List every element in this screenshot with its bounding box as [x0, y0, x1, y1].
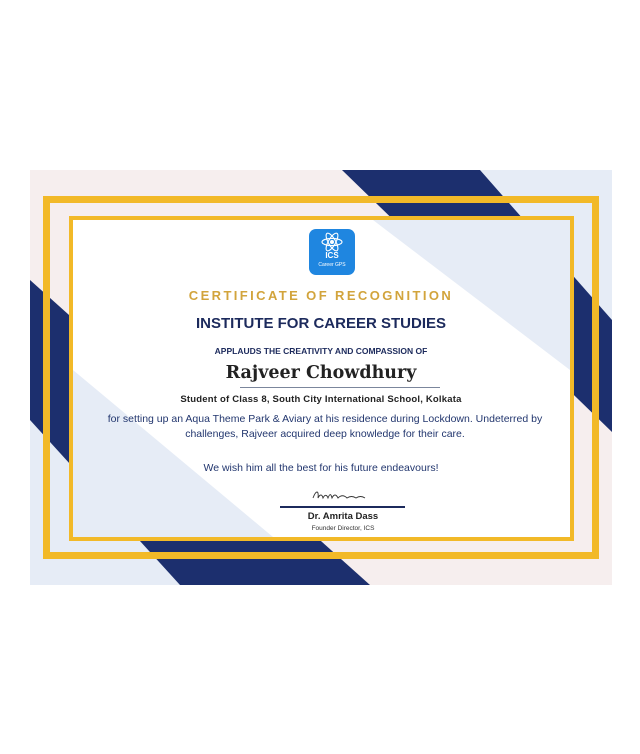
- institute-name: INSTITUTE FOR CAREER STUDIES: [195, 315, 446, 332]
- name-underline: [240, 387, 440, 388]
- wish-line: We wish him all the best for his future endeavours!: [203, 462, 439, 474]
- applauds-line: APPLAUDS THE CREATIVITY AND COMPASSION OF: [214, 346, 428, 356]
- signature-line: [280, 506, 405, 508]
- signatory-title: Founder Director, ICS: [311, 525, 375, 532]
- signature-image: [310, 486, 380, 506]
- citation-body: for setting up an Aqua Theme Park & Aviary at his residence during Lockdown. Undeterred by challenges, Rajveer acquired deep knowledge for their care.: [107, 413, 543, 440]
- certificate-content: [30, 170, 612, 585]
- logo-text: ICS: [325, 251, 339, 260]
- atom-icon: [309, 229, 355, 253]
- logo-subtitle: Career GPS: [318, 262, 346, 268]
- certificate: [30, 170, 612, 585]
- recipient-detail: Student of Class 8, South City International School, Kolkata: [180, 394, 462, 405]
- signatory-name: Dr. Amrita Dass: [307, 511, 379, 522]
- ics-logo: [309, 229, 355, 275]
- certificate-heading: CERTIFICATE OF RECOGNITION: [188, 288, 454, 303]
- recipient-name: Rajveer Chowdhury: [225, 363, 417, 383]
